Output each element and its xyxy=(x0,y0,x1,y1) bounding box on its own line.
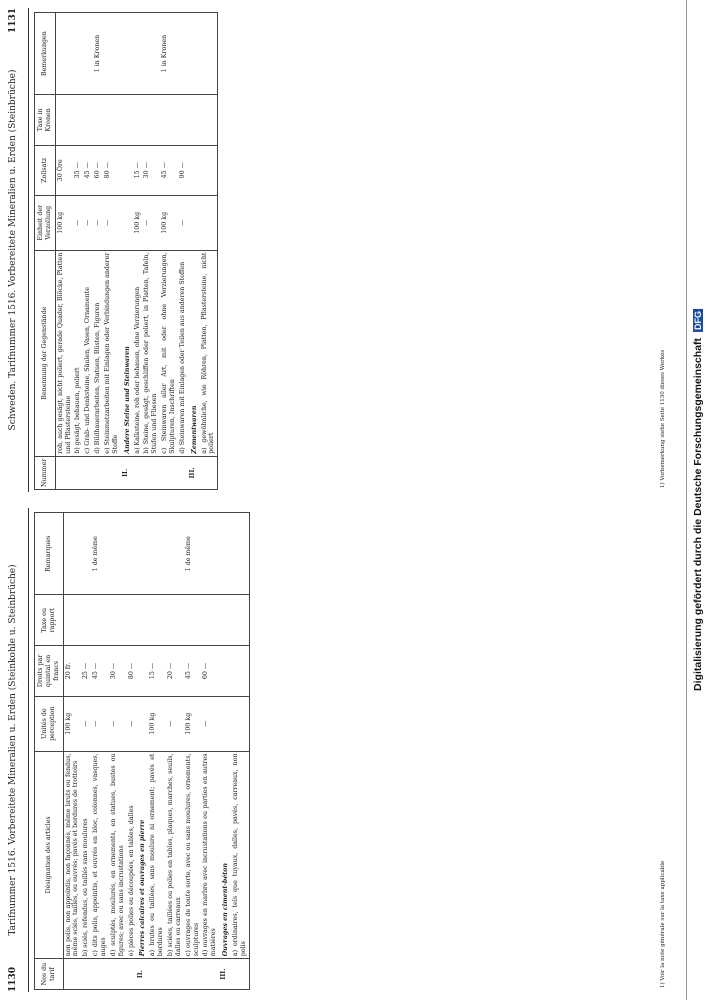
table-row xyxy=(231,513,249,990)
unit-cell xyxy=(200,195,218,250)
section-number: III. xyxy=(219,959,231,990)
remark-cell xyxy=(55,13,73,95)
item-description: a) brutes ou taillées, sans moulure ni ornement; pavés et bordures xyxy=(148,751,166,959)
rate-cell xyxy=(200,145,218,195)
row-number xyxy=(201,959,219,990)
footnote: 1) Vorbemerkung siehe Seite 1130 dieses Werkes xyxy=(660,349,666,488)
item-description: d) Bildhauerarbeiten, Statuen, Büsten, Figuren xyxy=(93,250,103,456)
row-number xyxy=(127,959,137,990)
item-description: a) ordinaires, tels que tuyaux, dalles, pavés, carreaux, non polis xyxy=(231,751,249,959)
tax-cell xyxy=(133,95,143,145)
unit-cell: — xyxy=(201,696,219,751)
unit-cell: 100 kg xyxy=(133,195,143,250)
left-page xyxy=(0,500,707,1000)
item-description: b) gesägt, behauen, poliert xyxy=(73,250,83,456)
item-description: b) sciées, taillées ou polies en tables, plaques, marches, seuils, dalles ou carreaux xyxy=(166,751,184,959)
row-number xyxy=(178,456,188,489)
column-header: Einheit der Verzollung xyxy=(35,195,56,250)
unit-cell: — xyxy=(81,696,91,751)
rate-cell: 30 — xyxy=(109,646,127,697)
column-header: Benennung der Gegenstände xyxy=(35,250,56,456)
unit-cell: 100 kg xyxy=(160,195,178,250)
tax-cell xyxy=(127,595,137,646)
item-description: e) pièces polies ou découpées, en tables, dalles xyxy=(127,751,137,959)
item-description: c) dits polis, appointis, et ouvrés en bloc, colonnes, vasques, auges xyxy=(91,751,109,959)
column-header: Nummer xyxy=(35,456,56,489)
row-number xyxy=(73,456,83,489)
unit-cell: 100 kg xyxy=(184,696,202,751)
table-row xyxy=(103,13,121,490)
item-description: d) ouvrages en marbre avec incrustations ou parties en autres matières xyxy=(201,751,219,959)
rate-cell: 25 — xyxy=(81,646,91,697)
table-row xyxy=(184,513,202,990)
tax-cell xyxy=(184,595,202,646)
column-header: Remarques xyxy=(35,513,64,595)
table-row xyxy=(73,13,83,490)
tax-cell xyxy=(166,595,184,646)
row-number xyxy=(133,456,143,489)
rate-cell: 80 — xyxy=(127,646,137,697)
section-number: II. xyxy=(136,959,148,990)
remark-cell: 1 in Kronen xyxy=(93,13,103,95)
remark-cell: 1 de même xyxy=(184,513,202,595)
rate-cell: 30 Öre xyxy=(55,145,73,195)
tax-cell xyxy=(160,95,178,145)
remark-cell xyxy=(133,13,143,95)
row-number xyxy=(166,959,184,990)
table-header-row xyxy=(35,513,64,990)
running-header: Tarifnummer 1516. Vorbereitete Mineralien u. Erden (Steinkohle u. Steinbrüche) xyxy=(8,564,18,936)
rate-cell: 20 fr. xyxy=(63,646,81,697)
rate-cell: 35 — xyxy=(73,145,83,195)
rate-cell: 45 — xyxy=(91,646,109,697)
item-description: roh, auch gesägt, nicht poliert, gerade Quader, Blöcke, Platten und Pflastersteine xyxy=(55,250,73,456)
table-row xyxy=(83,13,93,490)
remark-cell xyxy=(83,13,93,95)
column-header: Zollsatz xyxy=(35,145,56,195)
table-row xyxy=(127,513,137,990)
section-title: Andere Steine und Steinwaren xyxy=(123,346,131,454)
item-description: b) Steine, gesägt, geschliffen oder poliert, in Platten, Tafeln, Stufen und Fliesen xyxy=(142,250,160,456)
item-description: b) sciés, refendus, ou taillés sans moulures xyxy=(81,751,91,959)
section-row xyxy=(188,13,200,490)
section-title: Ouvrages en ciment-béton xyxy=(222,863,230,957)
watermark-text xyxy=(692,309,704,691)
section-row xyxy=(121,13,133,490)
dfg-logo: DFG xyxy=(693,311,703,331)
row-number xyxy=(63,959,81,990)
item-description: non polis, non appointis, non façonnés, même bruts ou fendus, même sciés, taillés, ou ouvrés; pavés et bordures de trottoirs xyxy=(63,751,81,959)
tax-cell xyxy=(91,595,109,646)
dfg-watermark xyxy=(691,8,705,992)
remark-cell xyxy=(81,513,91,595)
item-description: a) gewöhnliche, wie Röhren, Platten, Pflastersteine, nicht poliert xyxy=(200,250,218,456)
header-rule xyxy=(28,508,29,992)
section-number: II. xyxy=(121,456,133,489)
unit-cell: 100 kg xyxy=(55,195,73,250)
rate-cell xyxy=(231,646,249,697)
row-number xyxy=(142,456,160,489)
row-number xyxy=(109,959,127,990)
remark-cell xyxy=(127,513,137,595)
item-description: c) Grab- und Denksteine, Säulen, Vasen, Ornamente xyxy=(83,250,93,456)
left-page-header xyxy=(8,508,26,992)
section-number: III. xyxy=(188,456,200,489)
rate-cell: 90 — xyxy=(178,145,188,195)
column-header: Droits par quintal en francs xyxy=(35,646,64,697)
remark-cell xyxy=(166,513,184,595)
unit-cell: 100 kg xyxy=(148,696,166,751)
remark-cell xyxy=(178,13,188,95)
row-number xyxy=(81,959,91,990)
row-number xyxy=(55,456,73,489)
section-title: Zementwaren xyxy=(190,405,198,454)
tariff-table xyxy=(34,12,218,490)
remark-cell xyxy=(109,513,127,595)
item-description: d) sculptés, moulurés, en ornements, en statues, bustes ou figures; avec ou sans incrustations xyxy=(109,751,127,959)
column-header: Taxe in Kronen xyxy=(35,95,56,145)
tax-cell xyxy=(55,95,73,145)
remark-cell xyxy=(142,13,160,95)
row-number xyxy=(93,456,103,489)
row-number xyxy=(200,456,218,489)
column-header: Bemerkungen xyxy=(35,13,56,95)
item-description: d) Steinwaren mit Einlagen oder Teilen aus anderen Stoffen xyxy=(178,250,188,456)
tax-cell xyxy=(200,95,218,145)
footnote: 1) Voir la note générale sur la taxe applicable xyxy=(660,860,666,988)
remark-cell xyxy=(201,513,219,595)
watermark-caption: Digitalisierung gefördert durch die Deutsche Forschungsgemeinschaft xyxy=(692,337,704,691)
table-row xyxy=(178,13,188,490)
unit-cell: — xyxy=(166,696,184,751)
remark-cell xyxy=(73,13,83,95)
tax-cell xyxy=(73,95,83,145)
rate-cell: 20 — xyxy=(166,646,184,697)
unit-cell: — xyxy=(142,195,160,250)
rate-cell: 45 — xyxy=(160,145,178,195)
item-description: e) Steinmetzarbeiten mit Einlagen oder Verbindungen anderer Stoffe xyxy=(103,250,121,456)
remark-cell: 1 de même xyxy=(91,513,109,595)
rate-cell: 15 — xyxy=(148,646,166,697)
running-header: Schweden. Tarifnummer 1516. Vorbereitete Mineralien u. Erden (Steinbrüche) xyxy=(8,69,18,431)
table-row xyxy=(148,513,166,990)
tax-cell xyxy=(81,595,91,646)
remark-cell xyxy=(200,13,218,95)
right-page-header xyxy=(8,8,26,492)
rate-cell: 15 — xyxy=(133,145,143,195)
table-row xyxy=(160,13,178,490)
remark-cell xyxy=(63,513,81,595)
rate-cell: 80 — xyxy=(103,145,121,195)
section-title: Pierres calcaires et ouvrages en pierre xyxy=(139,819,147,957)
table-row xyxy=(166,513,184,990)
table-row xyxy=(200,13,218,490)
column-header: Désignation des articles xyxy=(35,751,64,959)
unit-cell: — xyxy=(93,195,103,250)
unit-cell xyxy=(231,696,249,751)
rate-cell: 60 — xyxy=(201,646,219,697)
tax-cell xyxy=(142,95,160,145)
row-number xyxy=(160,456,178,489)
rate-cell: 60 — xyxy=(93,145,103,195)
tax-cell xyxy=(83,95,93,145)
row-number xyxy=(184,959,202,990)
table-header-row xyxy=(35,13,56,490)
unit-cell: — xyxy=(127,696,137,751)
column-header: Unités de perception xyxy=(35,696,64,751)
table-row xyxy=(109,513,127,990)
header-rule xyxy=(28,8,29,492)
unit-cell: — xyxy=(103,195,121,250)
tax-cell xyxy=(231,595,249,646)
table-row xyxy=(93,13,103,490)
row-number xyxy=(83,456,93,489)
remark-cell: 1 in Kronen xyxy=(160,13,178,95)
tax-cell xyxy=(103,95,121,145)
item-description: c) ouvrages de toute sorte, avec ou sans moulures, ornements, sculptures xyxy=(184,751,202,959)
table-row xyxy=(91,513,109,990)
unit-cell: — xyxy=(178,195,188,250)
tax-cell xyxy=(148,595,166,646)
item-description: c) Steinwaren aller Art, mit oder ohne Verzierungen, Skulpturen, Inschriften xyxy=(160,250,178,456)
row-number xyxy=(231,959,249,990)
tax-cell xyxy=(93,95,103,145)
rate-cell: 45 — xyxy=(83,145,93,195)
unit-cell: — xyxy=(83,195,93,250)
row-number xyxy=(103,456,121,489)
table-row xyxy=(201,513,219,990)
item-description: a) Kalksteine, roh oder behauen, ohne Verzierungen xyxy=(133,250,143,456)
page-edge xyxy=(686,0,687,1000)
column-header: Taxe ou rapport xyxy=(35,595,64,646)
unit-cell: — xyxy=(109,696,127,751)
column-header: Nos du tarif xyxy=(35,959,64,990)
remark-cell xyxy=(103,13,121,95)
row-number xyxy=(91,959,109,990)
table-row xyxy=(63,513,81,990)
page-number: 1131 xyxy=(8,8,18,34)
remark-cell xyxy=(231,513,249,595)
tariff-table xyxy=(34,512,250,990)
tax-cell xyxy=(201,595,219,646)
table-row xyxy=(55,13,73,490)
table-row xyxy=(133,13,143,490)
unit-cell: — xyxy=(73,195,83,250)
tax-cell xyxy=(109,595,127,646)
table-row xyxy=(81,513,91,990)
rate-cell: 30 — xyxy=(142,145,160,195)
page-number: 1130 xyxy=(8,966,18,992)
section-row xyxy=(219,513,231,990)
unit-cell: — xyxy=(91,696,109,751)
section-row xyxy=(136,513,148,990)
table-row xyxy=(142,13,160,490)
rate-cell: 45 — xyxy=(184,646,202,697)
remark-cell xyxy=(148,513,166,595)
tax-cell xyxy=(178,95,188,145)
unit-cell: 100 kg xyxy=(63,696,81,751)
tax-cell xyxy=(63,595,81,646)
row-number xyxy=(148,959,166,990)
